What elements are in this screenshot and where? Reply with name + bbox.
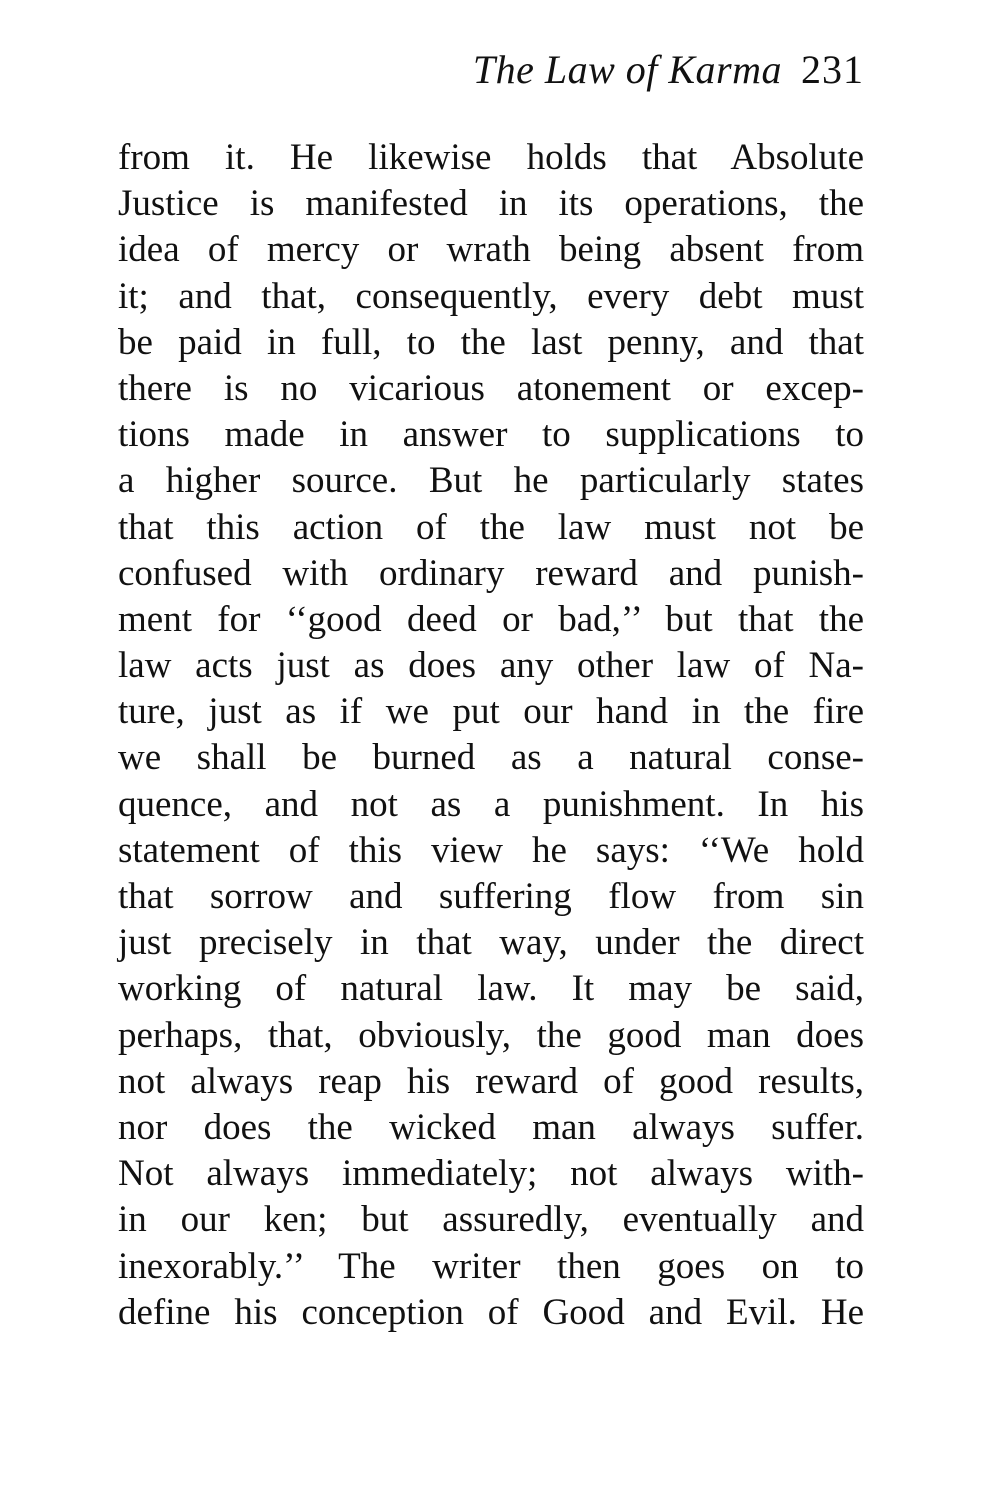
text-line: law acts just as does any other law of Na- bbox=[118, 645, 864, 687]
text-line: not always reap his reward of good results, bbox=[118, 1060, 864, 1102]
text-line: in our ken; but assuredly, eventually and bbox=[118, 1199, 864, 1241]
text-line: Justice is manifested in its operations, the bbox=[118, 183, 864, 225]
text-line: confused with ordinary reward and punish- bbox=[118, 552, 864, 594]
text-line: that sorrow and suffering flow from sin bbox=[118, 876, 864, 917]
text-line: that this action of the law must not be bbox=[118, 506, 864, 548]
text-line: perhaps, that, obviously, the good man does bbox=[118, 1014, 864, 1056]
text-line: inexorably.’’ The writer then goes on to bbox=[118, 1245, 864, 1287]
text-line: statement of this view he says: ‘‘We hold bbox=[118, 829, 864, 871]
text-line: just precisely in that way, under the direct bbox=[118, 922, 864, 964]
text-line: be paid in full, to the last penny, and that bbox=[118, 321, 864, 363]
running-head bbox=[118, 40, 864, 100]
text-line: it; and that, consequently, every debt must bbox=[118, 275, 864, 317]
text-line: from it. He likewise holds that Absolute bbox=[118, 137, 864, 178]
text-line: ture, just as if we put our hand in the fire bbox=[118, 691, 864, 733]
text-line: nor does the wicked man always suffer. bbox=[118, 1106, 864, 1148]
text-line: ment for ‘‘good deed or bad,’’ but that the bbox=[118, 598, 864, 640]
body-text bbox=[118, 135, 864, 1336]
text-line: quence, and not as a punishment. In his bbox=[118, 783, 864, 825]
page-number: 231 bbox=[801, 47, 864, 92]
text-line: idea of mercy or wrath being absent from bbox=[118, 229, 864, 271]
text-line: tions made in answer to supplications to bbox=[118, 414, 864, 456]
text-line: Not always immediately; not always with- bbox=[118, 1153, 864, 1195]
text-line: working of natural law. It may be said, bbox=[118, 968, 864, 1010]
text-line: we shall be burned as a natural conse- bbox=[118, 737, 864, 779]
text-line: there is no vicarious atonement or excep- bbox=[118, 367, 864, 409]
text-line: a higher source. But he particularly states bbox=[118, 460, 864, 502]
text-line: define his conception of Good and Evil. He bbox=[118, 1291, 864, 1333]
running-title: The Law of Karma bbox=[472, 47, 782, 92]
